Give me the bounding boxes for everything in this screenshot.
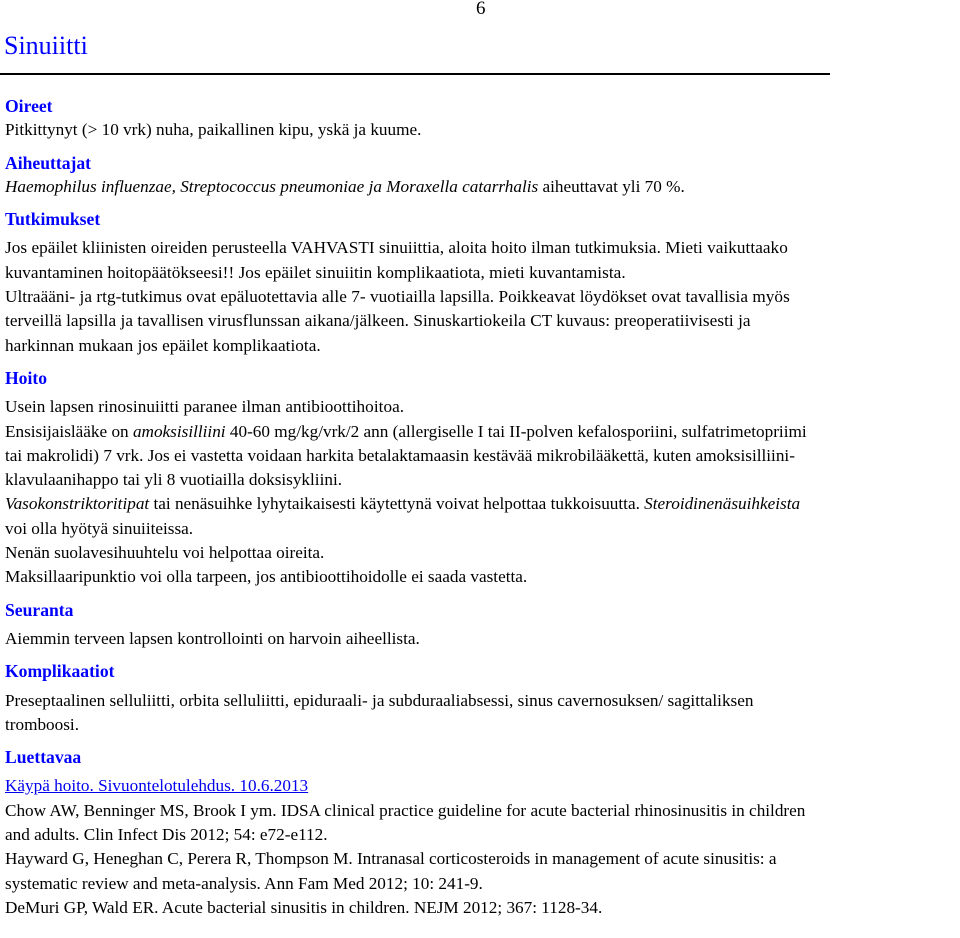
komplikaatiot-line: Preseptaalinen selluliitti, orbita selluliitti, epiduraali- ja subduraaliabsessi, sinus cavernosuksen/ sagittaliksen [5, 690, 754, 710]
tutkimukset-line: harkinnan mukaan jos epäilet komplikaatiota. [5, 335, 321, 355]
heading-aiheuttajat: Aiheuttajat [5, 152, 92, 173]
hoito-p4: Nenän suolavesihuuhtelu voi helpottaa oireita. [5, 543, 325, 563]
seuranta-text: Aiemmin terveen lapsen kontrollointi on harvoin aiheellista. [5, 628, 420, 648]
oireet-text: Pitkittynyt (> 10 vrk) nuha, paikallinen kipu, yskä ja kuume. [5, 120, 422, 140]
reference-item: Chow AW, Benninger MS, Brook I ym. IDSA clinical practice guideline for acute bacterial rhinosinusitis in children [5, 800, 806, 820]
heading-komplikaatiot: Komplikaatiot [5, 661, 115, 682]
document-body [5, 94, 957, 920]
heading-hoito: Hoito [5, 367, 48, 388]
steroid-term: Steroidinenäsuihkeista [644, 494, 801, 514]
hoito-text [5, 395, 957, 589]
hoito-p3 [5, 492, 957, 516]
hoito-p3-line2: voi olla hyötyä sinuiiteissa. [5, 518, 194, 538]
heading-seuranta: Seuranta [5, 599, 74, 620]
tutkimukset-text [5, 236, 957, 357]
reference-item: DeMuri GP, Wald ER. Acute bacterial sinusitis in children. NEJM 2012; 367: 1128-34. [5, 897, 603, 917]
reference-item-cont: and adults. Clin Infect Dis 2012; 54: e72-e112. [5, 825, 328, 845]
hoito-p2-a: Ensisijaislääke on [5, 421, 133, 441]
page-number: 6 [476, 0, 486, 19]
tutkimukset-line: terveillä lapsilla ja tavallisen virusflunssan aikana/jälkeen. Sinuskartiokeila CT kuvaus: preoperatiivisesti ja [5, 311, 751, 331]
tutkimukset-line: kuvantaminen hoitopäätökseesi!! Jos epäilet sinuiitin komplikaatiota, mieti kuvantamista. [5, 262, 626, 282]
komplikaatiot-text [5, 689, 957, 738]
reference-item-cont: systematic review and meta-analysis. Ann Fam Med 2012; 10: 241-9. [5, 873, 483, 893]
hoito-p2 [5, 420, 957, 444]
drug-name: amoksisilliini [132, 421, 226, 441]
hoito-p3-b: tai nenäsuihke lyhytaikaisesti käytettynä voivat helpottaa tukkoisuutta. [149, 494, 645, 514]
aiheuttajat-text [5, 175, 957, 199]
vasoconstrictor-term: Vasokonstriktoritipat [5, 494, 150, 514]
pathogen-species: Haemophilus influenzae, Streptococcus pneumoniae ja Moraxella catarrhalis [5, 176, 539, 196]
heading-oireet: Oireet [5, 96, 53, 116]
references [5, 774, 957, 920]
hoito-p2-b: 40-60 mg/kg/vrk/2 ann (allergiselle I tai II-polven kefalosporiini, sulfatrimetopriimi [225, 421, 807, 441]
komplikaatiot-line: tromboosi. [5, 714, 80, 734]
document-title: Sinuiitti [4, 31, 88, 60]
aiheuttajat-rest: aiheuttavat yli 70 %. [538, 176, 685, 196]
heading-tutkimukset: Tutkimukset [5, 209, 101, 230]
tutkimukset-line: Ultraääni- ja rtg-tutkimus ovat epäluotettavia alle 7- vuotiailla lapsilla. Poikkeavat löydökset ovat tavallisia myös [5, 287, 790, 307]
hoito-p2-line3: klavulaanihappo tai yli 8 vuotiailla doksisykliini. [5, 470, 343, 490]
title-divider [0, 73, 830, 75]
hoito-p1: Usein lapsen rinosinuiitti paranee ilman antibioottihoitoa. [5, 397, 405, 417]
tutkimukset-line: Jos epäilet kliinisten oireiden perusteella VAHVASTI sinuiittia, aloita hoito ilman tutkimuksia. Mieti vaikuttaako [5, 238, 788, 258]
kaypa-hoito-link[interactable]: Käypä hoito. Sivuontelotulehdus. 10.6.2013 [5, 776, 309, 796]
heading-luettavaa: Luettavaa [5, 747, 82, 768]
hoito-p2-line2: tai makrolidi) 7 vrk. Jos ei vastetta voidaan harkita betalaktamaasin kestävää mikrobilääkettä, kuten amoksisilliini- [5, 445, 795, 465]
hoito-p5: Maksillaaripunktio voi olla tarpeen, jos antibioottihoidolle ei saada vastetta. [5, 567, 528, 587]
reference-item: Hayward G, Heneghan C, Perera R, Thompson M. Intranasal corticosteroids in management of acute sinusitis: a [5, 849, 777, 869]
